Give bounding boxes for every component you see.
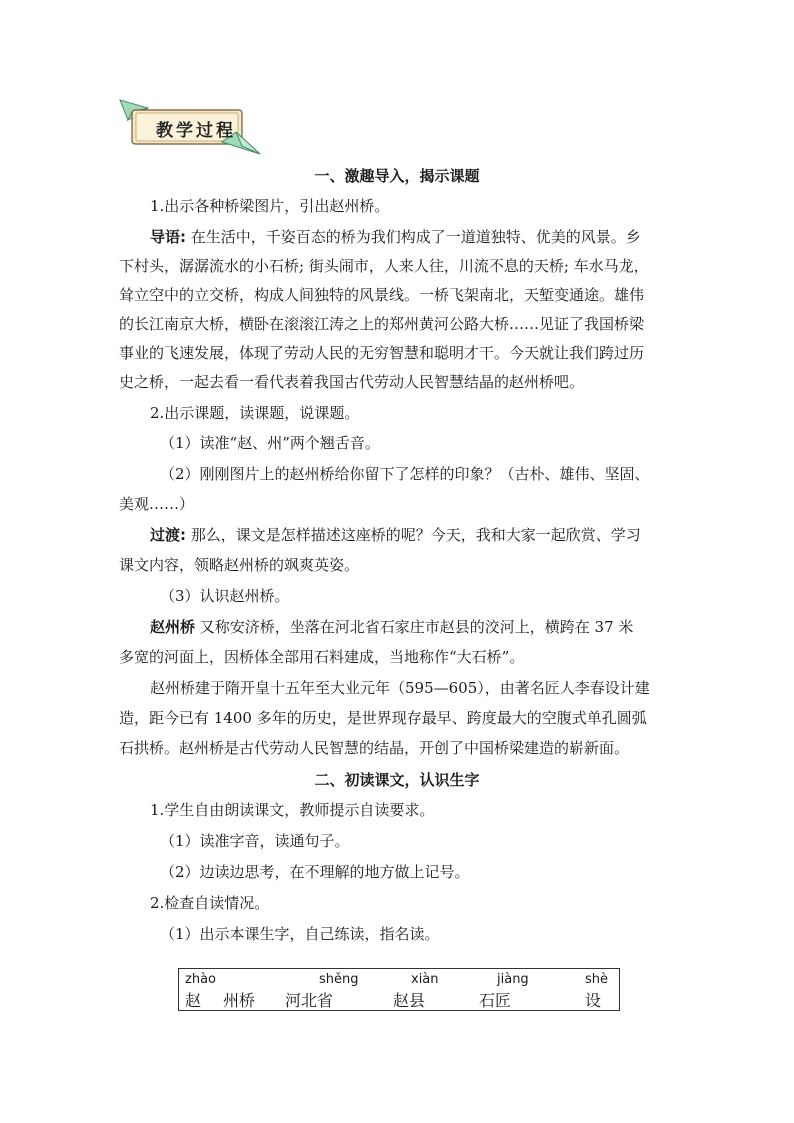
bridge-lead: 赵州桥 xyxy=(150,618,196,636)
pinyin-label: jiàng xyxy=(497,972,529,987)
banner-title: 教学过程 xyxy=(156,121,236,141)
pinyin-label: shè xyxy=(585,972,609,987)
step-1: 1.出示各种桥梁图片，引出赵州桥。 xyxy=(150,197,390,215)
step-2: 2.出示课题，读课题，说课题。 xyxy=(150,404,360,422)
bridge-intro-line: 多宽的河面上，因桥体全部用石料建成，当地称作“大石桥”。 xyxy=(119,648,525,666)
history-line: 造，距今已有 1400 多年的历史，是世界现存最早、跨度最大的空腹式单孔圆弧 xyxy=(119,709,647,727)
intro-paragraph-line: 的长江南京大桥，横卧在滚滚江涛之上的郑州黄河公路大桥……见证了我国桥梁 xyxy=(119,315,645,333)
sub-item-1: （1）读准“赵、州”两个翘舌音。 xyxy=(160,434,380,452)
teaching-process-banner xyxy=(118,98,263,160)
hanzi-word: 赵 xyxy=(185,991,202,1010)
pinyin-table xyxy=(178,968,620,1011)
hanzi-word: 设 xyxy=(585,991,602,1010)
transition-line: 过渡: 那么，课文是怎样描述这座桥的呢？今天，我和大家一起欣赏、学习 xyxy=(150,526,641,544)
pinyin-label: shěng xyxy=(319,972,359,987)
hanzi-word: 石匠 xyxy=(479,991,512,1010)
history-line: 赵州桥建于隋开皇十五年至大业元年（595—605），由著名匠人李春设计建 xyxy=(150,679,650,697)
transition-line: 课文内容，领略赵州桥的飒爽英姿。 xyxy=(119,556,360,574)
sub-item-3: （3）认识赵州桥。 xyxy=(160,587,290,605)
sub-item-2: （2）刚刚图片上的赵州桥给你留下了怎样的印象？（古朴、雄伟、坚固、 xyxy=(160,465,650,483)
bridge-intro-line: 赵州桥 又称安济桥，坐落在河北省石家庄市赵县的洨河上，横跨在 37 米 xyxy=(150,618,634,636)
sub-item-3: （1）出示本课生字，自己练读，指名读。 xyxy=(160,925,440,943)
intro-paragraph-line: 事业的飞速发展，体现了劳动人民的无穷智慧和聪明才干。今天就让我们跨过历 xyxy=(119,344,645,362)
sub-item-2-cont: 美观……） xyxy=(119,495,195,513)
section-heading-2: 二、初读课文，认识生字 xyxy=(314,771,480,789)
sub-item-2: （2）边读边思考，在不理解的地方做上记号。 xyxy=(160,863,470,881)
pinyin-label: zhào xyxy=(185,972,216,987)
section-heading-1: 一、激趣导入，揭示课题 xyxy=(314,167,480,185)
intro-paragraph-line: 导语: 在生活中，千姿百态的桥为我们构成了一道道独特、优美的风景。乡 xyxy=(150,228,641,246)
hanzi-word: 赵县 xyxy=(393,991,426,1010)
hanzi-word: 河北省 xyxy=(285,991,334,1010)
hanzi-word: 州桥 xyxy=(223,991,256,1010)
intro-paragraph-line: 耸立空中的立交桥，构成人间独特的风景线。一桥飞架南北，天堑变通途。雄伟 xyxy=(119,286,645,304)
step-1: 1.学生自由朗读课文，教师提示自读要求。 xyxy=(150,801,435,819)
intro-lead: 导语: xyxy=(150,228,186,246)
pinyin-label: xiàn xyxy=(411,972,439,987)
intro-paragraph-line: 史之桥，一起去看一看代表着我国古代劳动人民智慧结晶的赵州桥吧。 xyxy=(119,373,585,391)
history-line: 石拱桥。赵州桥是古代劳动人民智慧的结晶，开创了中国桥梁建造的崭新面。 xyxy=(119,739,630,757)
intro-paragraph-line: 下村头，潺潺流水的小石桥; 街头闹市，人来人往，川流不息的天桥; 车水马龙， xyxy=(119,257,649,275)
step-2: 2.检查自读情况。 xyxy=(150,894,270,912)
sub-item-1: （1）读准字音，读通句子。 xyxy=(160,832,350,850)
transition-lead: 过渡: xyxy=(150,526,186,544)
